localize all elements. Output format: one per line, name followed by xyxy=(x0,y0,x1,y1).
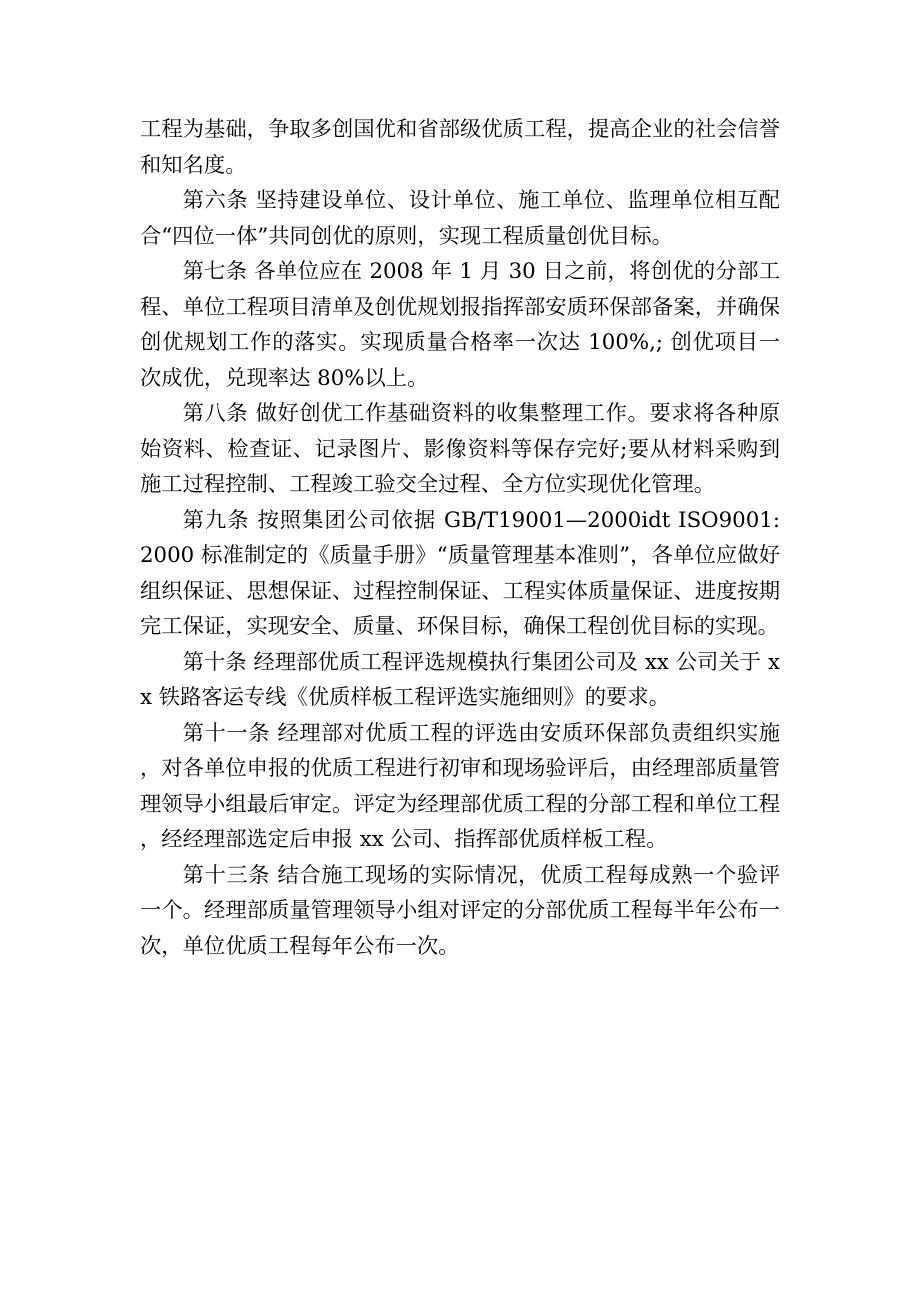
article-7-paragraph: 第七条 各单位应在 2008 年 1 月 30 日之前，将创优的分部工程、单位工程项目清单及创优规划报指挥部安质环保部备案，并确保创优规划工作的落实。实现质量合格率一次达 100%,; 创优项目一次成优，兑现率达 80%以上。 xyxy=(140,259,780,391)
article-9-paragraph: 第九条 按照集团公司依据 GB/T19001—2000idt ISO9001: 2000 标准制定的《质量手册》“质量管理基本准则”，各单位应做好组织保证、思想保证、过程控制保证、工程实体质量保证、进度按期完工保证，实现安全、质量、环保目标，确保工程创优目标的实现。 xyxy=(140,507,780,639)
continued-paragraph: 工程为基础，争取多创国优和省部级优质工程，提高企业的社会信誉和知名度。 xyxy=(140,117,780,178)
document-page xyxy=(140,112,780,964)
article-13-paragraph: 第十三条 结合施工现场的实际情况，优质工程每成熟一个验评一个。经理部质量管理领导小组对评定的分部优质工程每半年公布一次，单位优质工程每年公布一次。 xyxy=(140,862,780,959)
article-11-paragraph: 第十一条 经理部对优质工程的评选由安质环保部负责组织实施，对各单位申报的优质工程进行初审和现场验评后，由经理部质量管理领导小组最后审定。评定为经理部优质工程的分部工程和单位工程，经经理部选定后申报 xx 公司、指挥部优质样板工程。 xyxy=(140,720,780,852)
article-10-paragraph: 第十条 经理部优质工程评选规模执行集团公司及 xx 公司关于 xx 铁路客运专线《优质样板工程评选实施细则》的要求。 xyxy=(140,649,780,710)
article-8-paragraph: 第八条 做好创优工作基础资料的收集整理工作。要求将各种原始资料、检查证、记录图片、影像资料等保存完好;要从材料采购到施工过程控制、工程竣工验交全过程、全方位实现优化管理。 xyxy=(140,401,780,497)
article-6-paragraph: 第六条 坚持建设单位、设计单位、施工单位、监理单位相互配合“四位一体”共同创优的原则，实现工程质量创优目标。 xyxy=(140,188,780,249)
